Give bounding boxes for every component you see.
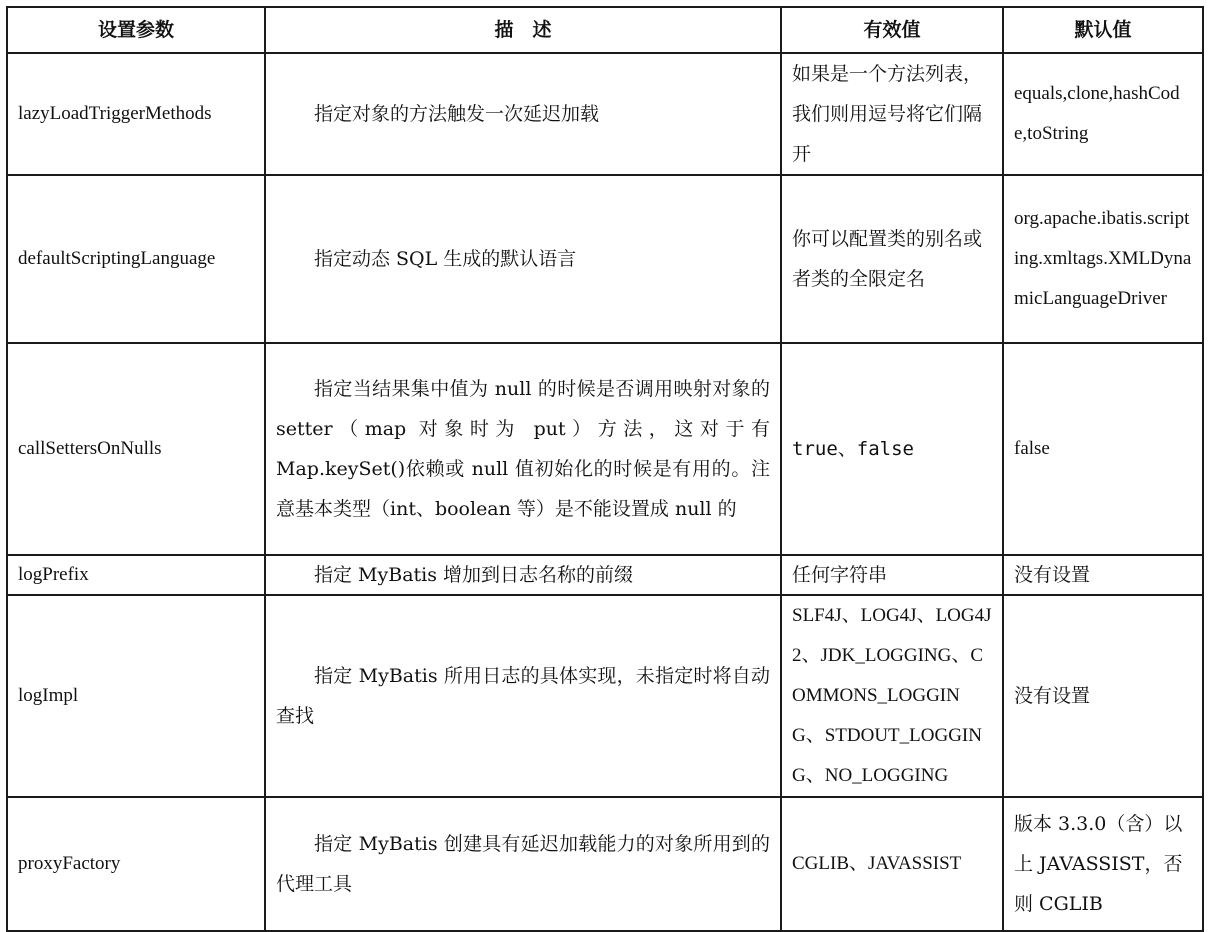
- default-cell: equals,clone,hashCode,toString: [1003, 53, 1203, 175]
- table-header-row: [7, 7, 1203, 53]
- desc-text: 指定 MyBatis 创建具有延迟加载能力的对象所用到的代理工具: [276, 833, 770, 895]
- table-row: [7, 595, 1203, 797]
- default-cell: 没有设置: [1003, 555, 1203, 595]
- settings-table: [6, 6, 1204, 932]
- table-row: [7, 797, 1203, 931]
- table-row: [7, 53, 1203, 175]
- desc-cell: [265, 595, 781, 797]
- param-cell: lazyLoadTriggerMethods: [7, 53, 265, 175]
- param-cell: defaultScriptingLanguage: [7, 175, 265, 343]
- valid-cell: true、false: [781, 343, 1003, 555]
- valid-cell: SLF4J、LOG4J、LOG4J2、JDK_LOGGING、COMMONS_LOGGING、STDOUT_LOGGING、NO_LOGGING: [781, 595, 1003, 797]
- desc-cell: [265, 343, 781, 555]
- header-desc: 描 述: [265, 7, 781, 53]
- table-row: [7, 343, 1203, 555]
- desc-text: 指定动态 SQL 生成的默认语言: [314, 248, 577, 270]
- default-cell: org.apache.ibatis.scripting.xmltags.XMLDynamicLanguageDriver: [1003, 175, 1203, 343]
- desc-cell: [265, 797, 781, 931]
- desc-text: 指定当结果集中值为 null 的时候是否调用映射对象的 setter（map 对象时为 put）方法，这对于有 Map.keySet()依赖或 null 值初始化的时候是有用的。注意基本类型（int、boolean 等）是不能设置成 null 的: [276, 378, 770, 520]
- valid-cell: CGLIB、JAVASSIST: [781, 797, 1003, 931]
- default-cell: false: [1003, 343, 1203, 555]
- desc-text: 指定对象的方法触发一次延迟加载: [314, 103, 600, 125]
- desc-cell: [265, 555, 781, 595]
- param-cell: proxyFactory: [7, 797, 265, 931]
- desc-text: 指定 MyBatis 增加到日志名称的前缀: [314, 564, 634, 586]
- param-cell: logImpl: [7, 595, 265, 797]
- default-cell: 版本 3.3.0（含）以上 JAVASSIST，否则 CGLIB: [1003, 797, 1203, 931]
- header-default: 默认值: [1003, 7, 1203, 53]
- table-row: [7, 175, 1203, 343]
- desc-text: 指定 MyBatis 所用日志的具体实现，未指定时将自动查找: [276, 665, 770, 727]
- desc-cell: [265, 53, 781, 175]
- param-cell: logPrefix: [7, 555, 265, 595]
- default-cell: 没有设置: [1003, 595, 1203, 797]
- header-valid: 有效值: [781, 7, 1003, 53]
- table-row: [7, 555, 1203, 595]
- desc-cell: [265, 175, 781, 343]
- param-cell: callSettersOnNulls: [7, 343, 265, 555]
- valid-cell: 任何字符串: [781, 555, 1003, 595]
- valid-cell: 你可以配置类的别名或者类的全限定名: [781, 175, 1003, 343]
- header-param: 设置参数: [7, 7, 265, 53]
- valid-cell: 如果是一个方法列表，我们则用逗号将它们隔开: [781, 53, 1003, 175]
